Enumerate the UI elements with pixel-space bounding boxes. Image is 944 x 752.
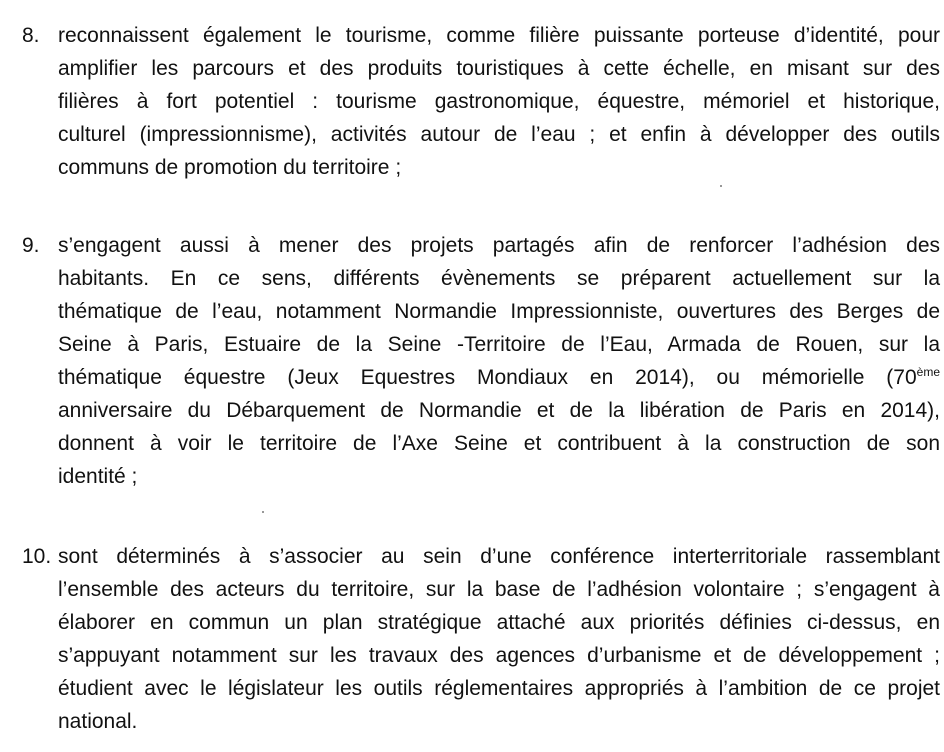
text-line: anniversaire du Débarquement de Normandie et de la libération de Paris en 2014), bbox=[58, 399, 940, 422]
text-line: filières à fort potentiel : tourisme gastronomique, équestre, mémoriel et historique, bbox=[58, 90, 940, 113]
text-line: étudient avec le législateur les outils réglementaires appropriés à l’ambition de ce projet bbox=[58, 677, 940, 700]
scan-speck bbox=[720, 185, 722, 187]
superscript: ème bbox=[916, 365, 940, 379]
list-item-9 bbox=[0, 229, 944, 493]
text-line: culturel (impressionnisme), activités autour de l’eau ; et enfin à développer des outils bbox=[58, 123, 940, 146]
item-number: 10. bbox=[22, 545, 52, 568]
text-line: habitants. En ce sens, différents évènements se préparent actuellement sur la bbox=[58, 267, 940, 290]
item-text bbox=[58, 229, 940, 493]
text-line-with-superscript bbox=[58, 361, 940, 394]
text-line: Seine à Paris, Estuaire de la Seine -Territoire de l’Eau, Armada de Rouen, sur la bbox=[58, 333, 940, 356]
text-line: national. bbox=[58, 710, 138, 733]
list-item-8 bbox=[0, 19, 944, 184]
text-line: amplifier les parcours et des produits touristiques à cette échelle, en misant sur des bbox=[58, 57, 940, 80]
item-number: 9. bbox=[22, 234, 40, 257]
item-text bbox=[58, 19, 940, 184]
text-line: élaborer en commun un plan stratégique attaché aux priorités définies ci-dessus, en bbox=[58, 611, 940, 634]
list-item-10 bbox=[0, 540, 944, 738]
text-line: sont déterminés à s’associer au sein d’une conférence interterritoriale rassemblant bbox=[58, 545, 940, 568]
text-line: s’appuyant notamment sur les travaux des agences d’urbanisme et de développement ; bbox=[58, 644, 940, 667]
text-line: thématique de l’eau, notamment Normandie Impressionniste, ouvertures des Berges de bbox=[58, 300, 940, 323]
item-number: 8. bbox=[22, 24, 40, 47]
text-line: s’engagent aussi à mener des projets partagés afin de renforcer l’adhésion des bbox=[58, 234, 940, 257]
text-fragment: thématique équestre (Jeux Equestres Mondiaux en 2014), ou mémorielle (70 bbox=[58, 366, 917, 389]
item-text bbox=[58, 540, 940, 738]
text-line: l’ensemble des acteurs du territoire, sur la base de l’adhésion volontaire ; s’engagent à bbox=[58, 578, 940, 601]
text-line: donnent à voir le territoire de l’Axe Seine et contribuent à la construction de son bbox=[58, 432, 940, 455]
text-line: reconnaissent également le tourisme, comme filière puissante porteuse d’identité, pour bbox=[58, 24, 940, 47]
text-line: communs de promotion du territoire ; bbox=[58, 156, 402, 179]
scan-speck bbox=[262, 511, 264, 513]
text-line: identité ; bbox=[58, 465, 138, 488]
